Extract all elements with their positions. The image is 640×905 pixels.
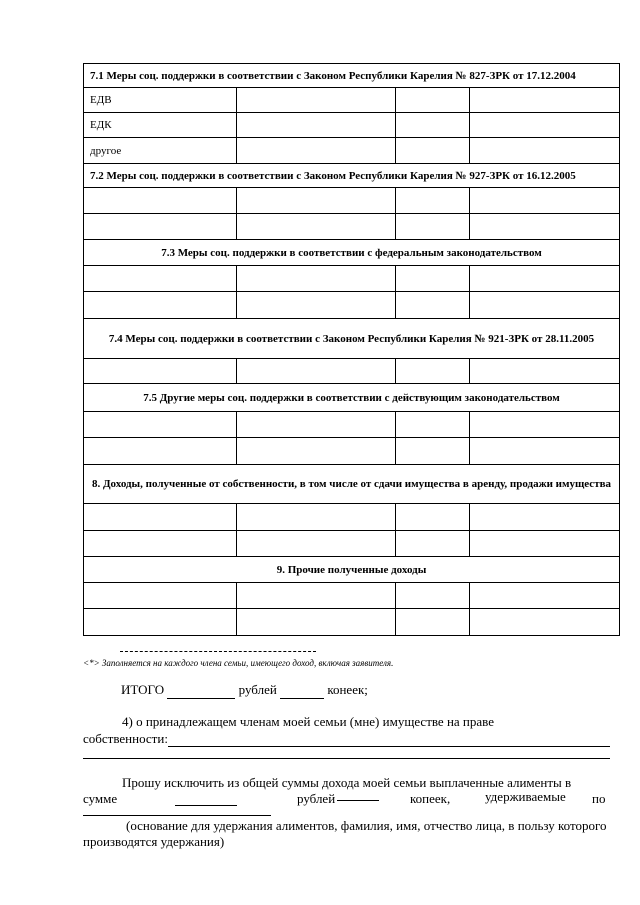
table-row xyxy=(84,88,620,113)
alimony-sum-label: сумме xyxy=(83,791,118,806)
section-7-3-title: 7.3 Меры соц. поддержки в соответствии с федеральным законодательством xyxy=(84,240,620,266)
property-line-2: собственности: xyxy=(83,731,168,746)
table-row xyxy=(84,292,620,319)
table-row xyxy=(84,113,620,138)
table-row xyxy=(84,504,620,531)
table-row xyxy=(84,138,620,164)
section-7-1-title: 7.1 Меры соц. поддержки в соответствии с Законом Республики Карелия № 827-ЗРК от 17.12.2004 xyxy=(84,64,620,88)
alimony-rub-label: рублей xyxy=(297,791,336,806)
itogo-rub-label: рублей xyxy=(238,682,277,697)
table-row xyxy=(84,188,620,214)
section-7-4-title: 7.4 Меры соц. поддержки в соответствии с Законом Республики Карелия № 921-ЗРК от 28.11.2005 xyxy=(84,319,620,359)
section-9-title: 9. Прочие полученные доходы xyxy=(84,557,620,583)
alimony-basis-field[interactable] xyxy=(83,815,271,816)
alimony-basis-line-2: производятся удержания) xyxy=(83,834,225,849)
table-row xyxy=(84,266,620,292)
section-7-2-title: 7.2 Меры соц. поддержки в соответствии с Законом Республики Карелия № 927-ЗРК от 16.12.2005 xyxy=(84,164,620,188)
itogo-rubles-field[interactable] xyxy=(167,682,235,699)
table-row xyxy=(84,214,620,240)
table-row xyxy=(84,583,620,609)
section-7-5-title: 7.5 Другие меры соц. поддержки в соответствии с действующим законодательством xyxy=(84,384,620,412)
alimony-kopecks-field[interactable] xyxy=(337,800,379,801)
footnote: <*> Заполняется на каждого члена семьи, имеющего доход, включая заявителя. xyxy=(83,658,394,668)
alimony-line-1: Прошу исключить из общей суммы дохода моей семьи выплаченные алименты в xyxy=(122,775,572,790)
row-label-other: другое xyxy=(84,138,237,164)
income-table xyxy=(83,63,620,636)
alimony-rubles-field[interactable] xyxy=(175,805,237,806)
alimony-by-label: по xyxy=(592,791,606,806)
footnote-separator xyxy=(120,651,316,652)
itogo-line xyxy=(121,682,368,699)
row-label-edk: ЕДК xyxy=(84,113,237,138)
alimony-held-label: удерживаемые xyxy=(485,789,566,804)
table-row xyxy=(84,412,620,438)
itogo-kopecks-field[interactable] xyxy=(280,682,324,699)
section-8-title: 8. Доходы, полученные от собственности, в том числе от сдачи имущества в аренду, продажи имущества xyxy=(84,465,620,504)
table-row xyxy=(84,359,620,384)
itogo-label: ИТОГО xyxy=(121,682,165,697)
table-row xyxy=(84,438,620,465)
property-field-2[interactable] xyxy=(83,758,610,759)
itogo-kop-label: конеек; xyxy=(327,682,368,697)
alimony-kop-label: копеек, xyxy=(410,791,451,806)
row-label-edv: ЕДВ xyxy=(84,88,237,113)
table-row xyxy=(84,531,620,557)
table-row xyxy=(84,609,620,636)
alimony-basis-line-1: (основание для удержания алиментов, фамилия, имя, отчество лица, в пользу которого xyxy=(126,818,607,833)
property-field-1[interactable] xyxy=(168,746,610,747)
property-line-1: 4) о принадлежащем членам моей семьи (мне) имуществе на праве xyxy=(122,714,494,729)
